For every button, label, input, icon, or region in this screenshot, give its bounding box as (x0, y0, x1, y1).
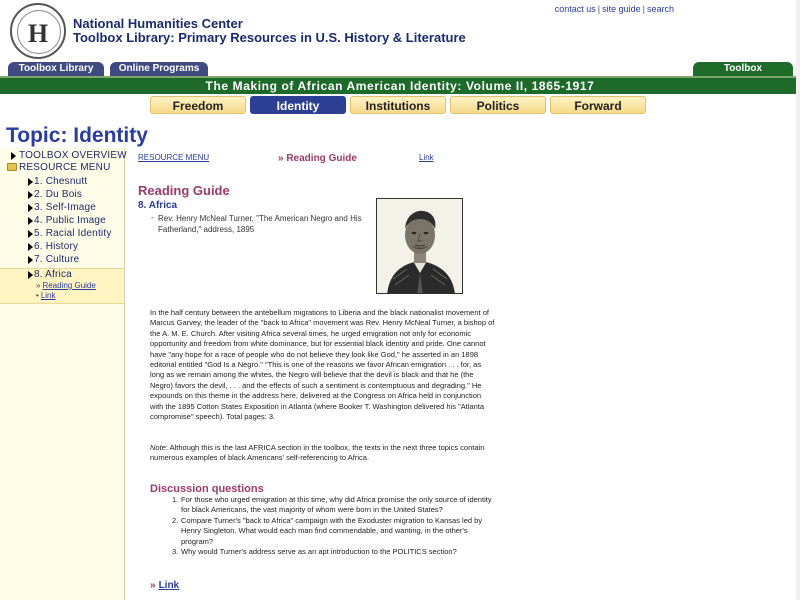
list-number: 2. (172, 515, 179, 525)
sidebar-item-label: 2. Du Bois (34, 189, 83, 200)
chevron-right-icon: » (150, 580, 156, 591)
section-heading: 8. Africa (138, 200, 178, 211)
arrow-right-icon (28, 178, 33, 186)
nav-freedom[interactable]: Freedom (150, 96, 246, 114)
sidebar-divider (124, 148, 125, 600)
sidebar-item-label: 8. Africa (34, 269, 72, 280)
top-links (555, 4, 674, 14)
nav-forward[interactable]: Forward (550, 96, 646, 114)
sidebar-item-du-bois[interactable] (0, 188, 124, 201)
page-title: Topic: Identity (6, 124, 148, 147)
seal-letter: H (27, 19, 49, 48)
turner-portrait-image (376, 198, 463, 294)
sidebar-item-culture[interactable] (0, 253, 124, 266)
volume-banner: The Making of African American Identity: Volume II, 1865-1917 (0, 76, 800, 94)
search-link[interactable]: search (646, 4, 674, 14)
question-text: Compare Turner's "back to Africa" campaign with the Exoduster migration to Kansas led by Henry Singleton. What would each man find commendable, and wanting, in the other's program? (181, 515, 483, 546)
sidebar-item-label: 5. Racial Identity (34, 228, 112, 239)
note-text: : Although this is the last AFRICA section in the toolbox, the texts in the next three topics contain numerous examples of black Americans' self-referencing to Africa. (150, 443, 485, 463)
tab-online-programs[interactable]: Online Programs (110, 62, 208, 76)
tab-toolbox[interactable]: Toolbox (693, 62, 793, 76)
sidebar-item-chesnutt[interactable] (0, 175, 124, 188)
nav-identity[interactable]: Identity (250, 96, 346, 114)
sidebar-item-africa[interactable] (0, 268, 124, 281)
arrow-right-icon (28, 191, 33, 199)
discussion-questions-list (172, 495, 492, 557)
arrow-right-icon (28, 204, 33, 212)
scrollbar[interactable] (796, 0, 800, 600)
sidebar-item-label: 7. Culture (34, 254, 80, 265)
link-page-link[interactable]: Link (419, 153, 434, 162)
sidebar-item-history[interactable] (0, 240, 124, 253)
bullet-icon: • (36, 291, 39, 300)
nav-politics[interactable]: Politics (450, 96, 546, 114)
note-paragraph (150, 443, 495, 464)
sidebar-subitem-label: Reading Guide (42, 281, 96, 290)
list-item (172, 547, 492, 557)
sidebar-item-label: TOOLBOX OVERVIEW (19, 150, 127, 161)
sidebar-item-label: 6. History (34, 241, 79, 252)
arrow-right-icon (28, 243, 33, 251)
current-page-indicator: » Reading Guide (278, 153, 357, 164)
tab-bar (0, 62, 800, 76)
arrow-right-icon (28, 230, 33, 238)
site-header (0, 0, 800, 62)
list-item (172, 516, 492, 547)
arrow-right-icon (28, 217, 33, 225)
sidebar-subitem-label: Link (40, 291, 56, 300)
sidebar-item-label: RESOURCE MENU (19, 162, 111, 173)
org-subtitle[interactable]: Toolbox Library: Primary Resources in U.S. History & Literature (73, 30, 466, 45)
org-name[interactable]: National Humanities Center (73, 16, 243, 31)
citation-dash: - (151, 213, 154, 222)
site-guide-link[interactable]: site guide (602, 4, 641, 14)
list-number: 3. (172, 547, 179, 557)
discussion-questions-heading: Discussion questions (150, 483, 264, 495)
portrait-engraving (377, 199, 463, 294)
chevron-right-icon: » (36, 281, 41, 290)
nav-institutions[interactable]: Institutions (350, 96, 446, 114)
sidebar-item-resource-menu[interactable] (0, 161, 124, 174)
sidebar-item-self-image[interactable] (0, 201, 124, 214)
tab-toolbox-library[interactable]: Toolbox Library (8, 62, 104, 76)
humanities-center-seal-logo[interactable] (10, 3, 66, 59)
note-label: Note (150, 443, 166, 452)
arrow-right-icon (28, 256, 33, 264)
arrow-right-icon (11, 152, 16, 160)
folder-icon (7, 163, 17, 171)
sidebar-item-racial-identity[interactable] (0, 227, 124, 240)
list-number: 1. (172, 495, 179, 504)
link-separator: | (597, 4, 601, 14)
sidebar-subitem-reading-guide[interactable] (36, 281, 96, 290)
sidebar-item-label: 1. Chesnutt (34, 176, 88, 187)
sidebar-item-label: 4. Public Image (34, 215, 106, 226)
sidebar-item-public-image[interactable] (0, 214, 124, 227)
arrow-right-icon (28, 271, 33, 279)
bottom-link-label: Link (158, 580, 180, 591)
source-citation: Rev. Henry McNeal Turner, "The American Negro and His Fatherland," address, 1895 (158, 214, 362, 234)
sidebar-item-label: 3. Self-Image (34, 202, 97, 213)
resource-menu-link[interactable]: RESOURCE MENU (138, 153, 210, 162)
list-item (172, 495, 492, 516)
contact-us-link[interactable]: contact us (554, 4, 596, 14)
reading-guide-heading: Reading Guide (138, 183, 230, 198)
sidebar-subitem-link[interactable] (36, 291, 56, 300)
intro-paragraph: In the half century between the antebellum migrations to Liberia and the black nationalist movement of Marcus Garvey, the leader of the "back to Africa" movement was Rev. Henry McNeal Turner, a bishop of the A. M. E. Church. After visiting Africa several times, he urged emigration not only for economic opportunity and freedom from white dominance, but for essential black identity and pride. One cannot have "any hope for a race of people who do not believe they look like God," he asserted in an 1898 editorial entitled "God Is a Negro." "This is one of the reasons we favor African emigration . . . for, as long as we remain among the whites, the Negro will believe that the devil is black and that he (the Negro) favors the devil, . . . and the effects of such a sentiment is contemptuous and degrading." He expounds on this theme in the address here, delivered at the Congress on Africa held in conjunction with the 1895 Cotton States Exposition in Atlanta (where Booker T. Washington delivered his "Atlanta compromise" speech). Total pages: 3. (150, 308, 495, 422)
bottom-link[interactable] (150, 580, 179, 591)
theme-nav (150, 96, 700, 114)
question-text: Why would Turner's address serve as an apt introduction to the POLITICS section? (181, 547, 457, 557)
question-text: For those who urged emigration at this time, why did Africa promise the only source of identity for black Americans, the vast majority of whom were born in the United States? (181, 495, 492, 515)
link-separator: | (642, 4, 645, 14)
